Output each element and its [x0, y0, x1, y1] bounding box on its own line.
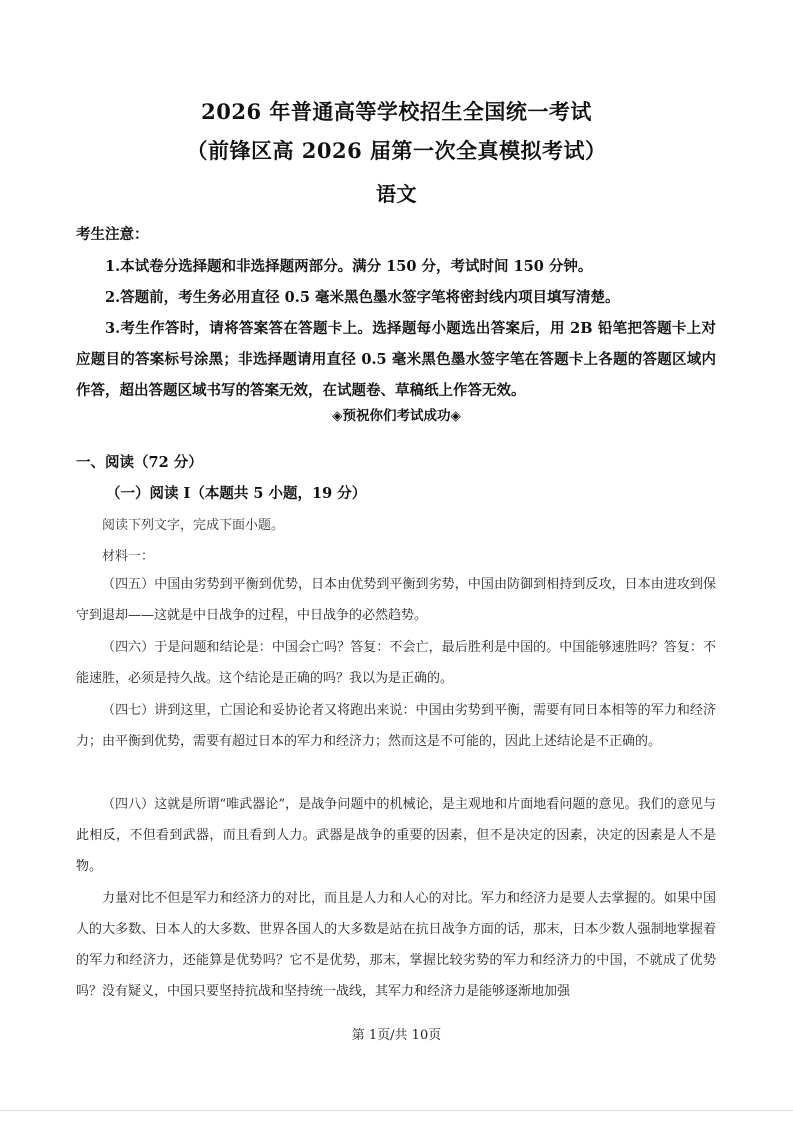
notice-item-3: 3.考生作答时，请将答案答在答题卡上。选择题每小题选出答案后，用 2B 铅笔把答题卡上对应题目的答案标号涂黑；非选择题请用直径 0.5 毫米黑色墨水签字笔在答题卡上各题的答题区域内作答，超出答题区域书写的答案无效，在试题卷、草稿纸上作答无效。 — [76, 320, 716, 399]
page-divider — [0, 1110, 793, 1111]
passage-paragraph-45: （四五）中国由劣势到平衡到优势，日本由优势到平衡到劣势，中国由防御到相持到反攻，日本由进攻到保守到退却——这就是中日战争的过程，中日战争的必然趋势。 — [76, 577, 716, 623]
section-heading: 一、阅读（72 分） — [76, 454, 203, 471]
material-label: 材料一： — [102, 549, 155, 564]
good-luck-line: ◈预祝你们考试成功◈ — [332, 408, 461, 424]
passage-paragraph-46: （四六）于是问题和结论是：中国会亡吗？答复：不会亡，最后胜利是中国的。中国能够速胜吗？答复：不能速胜，必须是持久战。这个结论是正确的吗？我以为是正确的。 — [76, 640, 716, 686]
passage-paragraph-5: 力量对比不但是军力和经济力的对比，而且是人力和人心的对比。军力和经济力是要人去掌握的。如果中国人的大多数、日本人的大多数、世界各国人的大多数是站在抗日战争方面的话，那末，日本少数人强制地掌握着的军力和经济力，还能算是优势吗？它不是优势，那末，掌握比较劣势的军力和经济力的中国，不就成了优势吗？没有疑义，中国只要坚持抗战和坚持统一战线，其军力和经济力是能够逐渐地加强 — [76, 891, 716, 999]
notice-item-1: 1.本试卷分选择题和非选择题两部分。满分 150 分，考试时间 150 分钟。 — [105, 258, 593, 275]
passage-paragraph-47: （四七）讲到这里，亡国论和妥协论者又将跑出来说：中国由劣势到平衡，需要有同日本相等的军力和经济力；由平衡到优势，需要有超过日本的军力和经济力；然而这是不可能的，因此上述结论是不正确的。 — [76, 703, 716, 749]
passage-paragraph-48: （四八）这就是所谓“唯武器论”，是战争问题中的机械论，是主观地和片面地看问题的意见。我们的意见与此相反，不但看到武器，而且看到人力。武器是战争的重要的因素，但不是决定的因素，决定的因素是人不是物。 — [76, 797, 716, 874]
page-number: 第 1页/共 10页 — [351, 1028, 442, 1043]
exam-subtitle: （前锋区高 2026 届第一次全真模拟考试） — [186, 138, 607, 163]
exam-title: 2026 年普通高等学校招生全国统一考试 — [201, 99, 592, 124]
subsection-heading: （一）阅读 I（本题共 5 小题，19 分） — [106, 485, 367, 502]
reading-instruction: 阅读下列文字，完成下面小题。 — [102, 518, 285, 533]
subject-title: 语文 — [376, 182, 417, 206]
notice-heading: 考生注意： — [76, 226, 149, 243]
notice-item-2: 2.答题前，考生务必用直径 0.5 毫米黑色墨水签字笔将密封线内项目填写清楚。 — [105, 289, 620, 306]
